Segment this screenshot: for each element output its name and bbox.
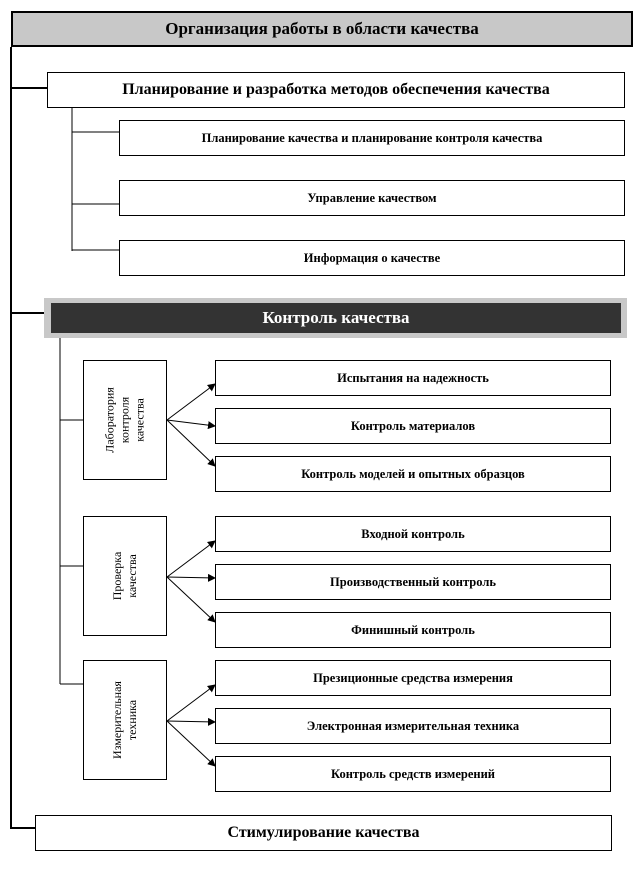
group-box-measurement xyxy=(83,660,167,780)
control-item-box xyxy=(215,756,611,792)
planning-box xyxy=(47,72,625,108)
control-item-box xyxy=(215,612,611,648)
group-label-line: качества xyxy=(132,398,147,442)
planning-item-box xyxy=(119,240,625,276)
group-label-line: техника xyxy=(125,699,139,741)
diagram-title-text: Организация работы в области качества xyxy=(165,19,479,38)
planning-item-label: Планирование качества и планирование контроля качества xyxy=(201,130,543,145)
control-item-box xyxy=(215,564,611,600)
control-item-box xyxy=(215,408,611,444)
group-label-line: Лаборатория xyxy=(102,387,117,453)
control-box xyxy=(51,303,621,333)
stimulation-box xyxy=(35,815,612,851)
planning-item-label: Управление качеством xyxy=(307,190,437,205)
planning-item-box xyxy=(119,180,625,216)
group-label-line: Измерительная xyxy=(110,681,124,759)
control-item-label: Контроль моделей и опытных образцов xyxy=(301,466,525,481)
control-label: Контроль качества xyxy=(262,308,410,327)
control-item-box xyxy=(215,660,611,696)
planning-item-box xyxy=(119,120,625,156)
diagram-title xyxy=(11,11,633,47)
control-item-label: Испытания на надежность xyxy=(337,370,489,385)
control-item-box xyxy=(215,456,611,492)
group-label-line: контроля xyxy=(117,396,132,444)
control-item-box xyxy=(215,516,611,552)
stimulation-label: Стимулирование качества xyxy=(227,824,420,841)
group-label-inspection xyxy=(110,552,140,601)
control-item-label: Контроль средств измерений xyxy=(331,766,495,781)
planning-item-label: Информация о качестве xyxy=(303,250,441,265)
group-box-inspection xyxy=(83,516,167,636)
control-item-box xyxy=(215,360,611,396)
control-item-label: Финишный контроль xyxy=(351,622,475,637)
group-label-measurement xyxy=(110,681,140,759)
control-item-box xyxy=(215,708,611,744)
control-item-label: Производственный контроль xyxy=(330,574,496,589)
planning-label: Планирование и разработка методов обеспечения качества xyxy=(122,81,550,98)
control-item-label: Презиционные средства измерения xyxy=(313,670,513,685)
control-item-label: Входной контроль xyxy=(361,526,465,541)
group-box-laboratory xyxy=(83,360,167,480)
control-item-label: Электронная измерительная техника xyxy=(306,718,520,733)
control-item-label: Контроль материалов xyxy=(350,418,476,433)
group-label-line: Проверка xyxy=(110,551,124,601)
group-label-line: качества xyxy=(125,554,139,598)
group-label-laboratory xyxy=(103,387,148,453)
